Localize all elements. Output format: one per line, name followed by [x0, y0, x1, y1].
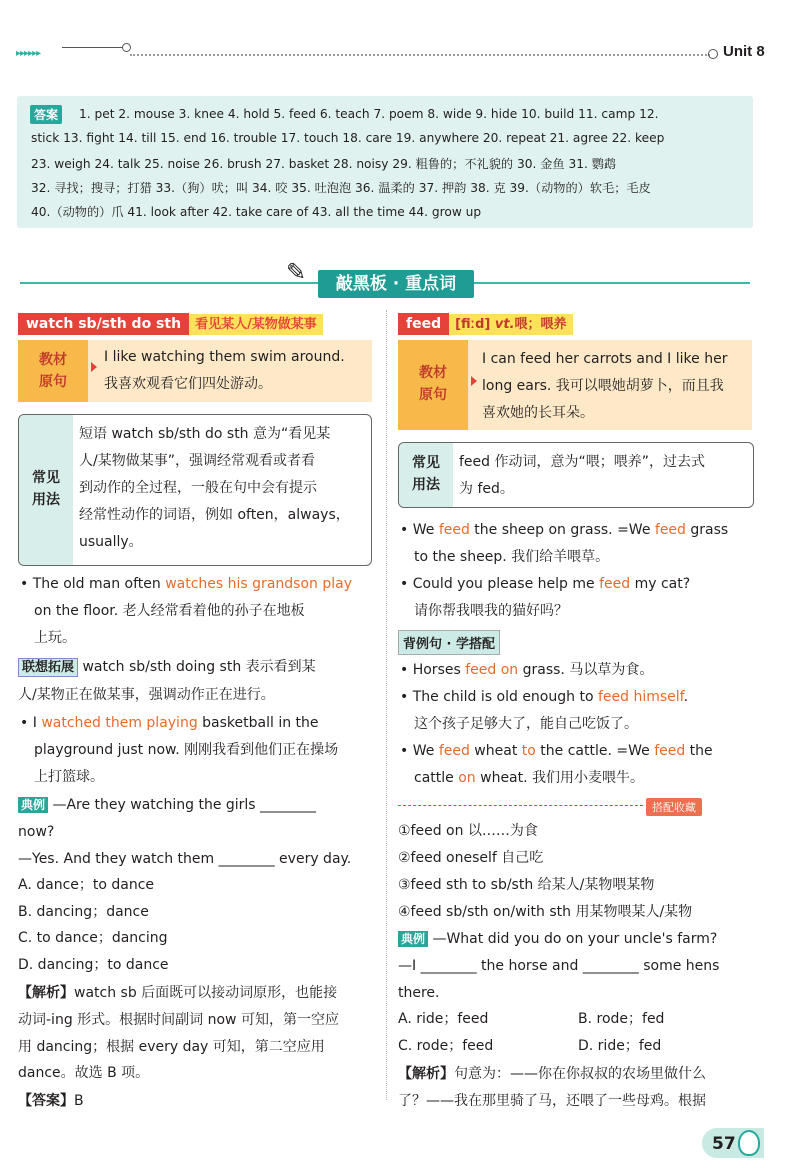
collect-divider	[398, 805, 643, 806]
collocation-2: ②feed oneself 自己吃	[398, 850, 544, 866]
pointer-icon: ✎	[286, 258, 307, 286]
example-text: wheat. 我们用小麦喂牛。	[475, 770, 645, 786]
example-highlight: feed on	[465, 662, 519, 678]
left-question-line-2: now?	[18, 824, 55, 840]
balloon-icon	[738, 1130, 760, 1156]
right-original-box	[398, 340, 752, 430]
usage-line: usually。	[79, 534, 143, 550]
example-text: grass	[685, 522, 729, 538]
example-text: We	[412, 522, 439, 538]
answer-line: 32. 寻找；搜寻；打猎 33.（狗）吠；叫 34. 咬 35. 吐泡泡 36. 温柔的 37. 押韵 38. 克 39.（动物的）软毛；毛皮	[31, 181, 651, 195]
lianxiang-line-1	[18, 654, 316, 681]
left-example-2-line2: playground just now. 刚刚我看到他们正在操场	[34, 742, 339, 758]
left-option-c: C. to dance；dancing	[18, 930, 168, 946]
answer-label: 【答案】	[18, 1093, 74, 1109]
example-highlight: feed	[438, 743, 470, 759]
example-text: We	[412, 743, 439, 759]
right-example-4: • The child is old enough to feed himself.	[400, 689, 689, 705]
left-analysis-line-4: dance。故选 B 项。	[18, 1065, 150, 1081]
header-dot	[122, 43, 131, 52]
right-analysis-line-2: 了？——我在那里骑了马，还喂了一些母鸡。根据	[398, 1093, 706, 1109]
lianxiang-text: watch sb/sth doing sth 表示看到某	[78, 659, 316, 675]
example-text: basketball in the	[197, 715, 319, 731]
right-example-4-line2: 这个孩子足够大了，能自己吃饭了。	[414, 716, 638, 732]
right-example-2: • Could you please help me feed my cat?	[400, 576, 691, 592]
right-example-2-line2: 请你帮我喂我的猫好吗？	[414, 603, 568, 619]
label-line: 教材	[39, 352, 67, 368]
example-text: my cat?	[630, 576, 691, 592]
phonetic: [fiːd]	[455, 317, 491, 332]
example-text: Horses	[412, 662, 466, 678]
right-original-line: long ears. 我可以喂她胡萝卜，而且我	[482, 378, 724, 394]
word-meaning-bar	[449, 314, 572, 335]
unit-label: Unit 8	[723, 43, 765, 60]
right-option-c: C. rode；feed	[398, 1038, 494, 1054]
dianli-tag: 典例	[18, 797, 48, 813]
bei-tag: 背例句 · 学搭配	[398, 630, 500, 655]
header-arrows: ▸▸▸▸▸▸	[16, 48, 41, 59]
usage-line: 人/某物做某事”，强调经常观看或者看	[79, 453, 315, 469]
right-usage-label	[399, 443, 453, 507]
left-example-1: • The old man often watches his grandson play	[20, 576, 352, 592]
example-text: the cattle. =We	[535, 743, 655, 759]
example-text: The child is old enough to	[412, 689, 598, 705]
example-highlight: feed	[654, 743, 686, 759]
right-question-line-3: there.	[398, 985, 440, 1001]
phrase-header	[18, 313, 372, 332]
label-line: 教材	[419, 365, 447, 381]
answer-tag: 答案	[30, 105, 62, 124]
right-example-1-line2: to the sheep. 我们给羊喂草。	[414, 549, 610, 565]
word-tag: feed	[398, 313, 449, 335]
analysis-tag: 【解析】	[18, 985, 74, 1001]
example-text: the	[685, 743, 713, 759]
answer-box	[17, 96, 753, 228]
right-question-line-2: —I ________ the horse and ________ some hens	[398, 958, 720, 974]
right-original-label	[398, 340, 468, 430]
right-usage-line: 为 fed。	[459, 481, 514, 497]
right-example-5: • We feed wheat to the cattle. =We feed the	[400, 743, 713, 759]
example-text: The old man often	[32, 576, 166, 592]
word-meaning: 喂；喂养	[514, 317, 567, 332]
example-highlight: feed himself	[597, 689, 684, 705]
left-usage-box	[18, 414, 372, 566]
usage-line: 短语 watch sb/sth do sth 意为“看见某	[79, 426, 331, 442]
answer-value: B	[74, 1093, 84, 1109]
example-highlight: feed	[654, 522, 686, 538]
collocation-1: ①feed on 以……为食	[398, 823, 538, 839]
left-example-2: • I watched them playing basketball in the	[20, 715, 319, 731]
right-option-d: D. ride；fed	[578, 1038, 662, 1054]
page-number: 57	[712, 1134, 736, 1154]
example-highlight: feed	[599, 576, 631, 592]
example-text: Could you please help me	[412, 576, 600, 592]
left-question-line-1	[18, 792, 316, 819]
question-text: —What did you do on your uncle's farm?	[428, 931, 718, 947]
right-option-a: A. ride；feed	[398, 1011, 489, 1027]
right-original-line: I can feed her carrots and I like her	[482, 351, 728, 367]
left-example-2-line3: 上打篮球。	[34, 769, 104, 785]
left-original-cn: 我喜欢观看它们四处游动。	[104, 376, 272, 392]
left-analysis-line-2: 动词-ing 形式。根据时间副词 now 可知，第一空应	[18, 1012, 339, 1028]
left-option-b: B. dancing；dance	[18, 904, 149, 920]
left-original-box	[18, 340, 372, 402]
right-usage-box	[398, 442, 754, 508]
section-banner: 敲黑板 · 重点词	[318, 270, 474, 298]
question-text: —Are they watching the girls ________	[48, 797, 317, 813]
analysis-tag: 【解析】	[398, 1066, 454, 1082]
answer-line: 1. pet 2. mouse 3. knee 4. hold 5. feed 6. teach 7. poem 8. wide 9. hide 10. build 11. camp 12.	[79, 107, 659, 121]
answer-line: stick 13. fight 14. till 15. end 16. trouble 17. touch 18. care 19. anywhere 20. repeat 21. agree 22. keep	[31, 131, 665, 145]
example-text: wheat	[469, 743, 522, 759]
collocation-4: ④feed sb/sth on/with sth 用某物喂某人/某物	[398, 904, 693, 920]
analysis-text: 句意为：——你在你叔叔的农场里做什么	[454, 1066, 706, 1082]
right-example-1: • We feed the sheep on grass. =We feed grass	[400, 522, 729, 538]
column-divider	[386, 310, 387, 1100]
usage-line: 到动作的全过程，一般在句中会有提示	[79, 480, 317, 496]
example-text: grass. 马以草为食。	[518, 662, 654, 678]
example-text: I	[32, 715, 42, 731]
header-line	[62, 47, 124, 48]
right-analysis-line-1	[398, 1061, 706, 1088]
left-analysis-line-3: 用 dancing；根据 every day 可知，第二空应用	[18, 1039, 325, 1055]
example-highlight: feed	[438, 522, 470, 538]
example-text: .	[683, 689, 689, 705]
left-option-a: A. dance；to dance	[18, 877, 155, 893]
right-example-3: • Horses feed on grass. 马以草为食。	[400, 662, 654, 678]
lianxiang-line-2: 人/某物正在做某事，强调动作正在进行。	[18, 687, 275, 703]
right-example-5-line2	[414, 765, 644, 792]
part-of-speech: vt.	[494, 317, 515, 332]
label-line: 原句	[39, 374, 67, 390]
left-example-1-line2: on the floor. 老人经常看着他的孙子在地板	[34, 603, 305, 619]
right-option-b: B. rode；fed	[578, 1011, 665, 1027]
left-analysis-line-1	[18, 980, 337, 1007]
left-usage-label	[19, 415, 73, 565]
example-highlight: on	[458, 770, 476, 786]
phrase-meaning: 看见某人/某物做某事	[189, 314, 323, 335]
header-dashes	[130, 54, 710, 56]
label-line: 用法	[412, 477, 440, 493]
example-highlight: watches his grandson play	[165, 576, 352, 592]
phrase-tag: watch sb/sth do sth	[18, 313, 189, 335]
left-example-1-line3: 上玩。	[34, 630, 76, 646]
example-text: the sheep on grass. =We	[469, 522, 655, 538]
right-usage-line: feed 作动词，意为“喂；喂养”，过去式	[459, 454, 705, 470]
label-line: 常见	[412, 455, 440, 471]
right-original-line: 喜欢她的长耳朵。	[482, 405, 594, 421]
label-line: 用法	[32, 492, 60, 508]
left-original-en: I like watching them swim around.	[104, 349, 345, 365]
answer-line: 23. weigh 24. talk 25. noise 26. brush 27. basket 28. noisy 29. 粗鲁的；不礼貌的 30. 金鱼 31. 鹦鹉	[31, 157, 617, 171]
word-header	[398, 313, 752, 332]
left-answer	[18, 1088, 84, 1115]
arrow-icon	[91, 362, 97, 372]
analysis-text: watch sb 后面既可以接动词原形，也能接	[74, 985, 338, 1001]
label-line: 原句	[419, 387, 447, 403]
dianli-tag: 典例	[398, 931, 428, 947]
left-question-line-3: —Yes. And they watch them ________ every day.	[18, 851, 352, 867]
header-circle	[708, 49, 718, 59]
example-text: cattle	[414, 770, 459, 786]
lianxiang-tag: 联想拓展	[18, 658, 78, 677]
example-highlight: to	[521, 743, 536, 759]
example-highlight: watched them playing	[41, 715, 198, 731]
arrow-icon	[471, 376, 477, 386]
left-original-label	[18, 340, 88, 402]
left-option-d: D. dancing；to dance	[18, 957, 169, 973]
collect-tag: 搭配收藏	[646, 798, 702, 816]
label-line: 常见	[32, 470, 60, 486]
collocation-3: ③feed sth to sb/sth 给某人/某物喂某物	[398, 877, 655, 893]
right-question-line-1	[398, 926, 717, 953]
answer-line: 40.（动物的）爪 41. look after 42. take care of 43. all the time 44. grow up	[31, 205, 482, 219]
usage-line: 经常性动作的词语，例如 often，always，	[79, 507, 350, 523]
